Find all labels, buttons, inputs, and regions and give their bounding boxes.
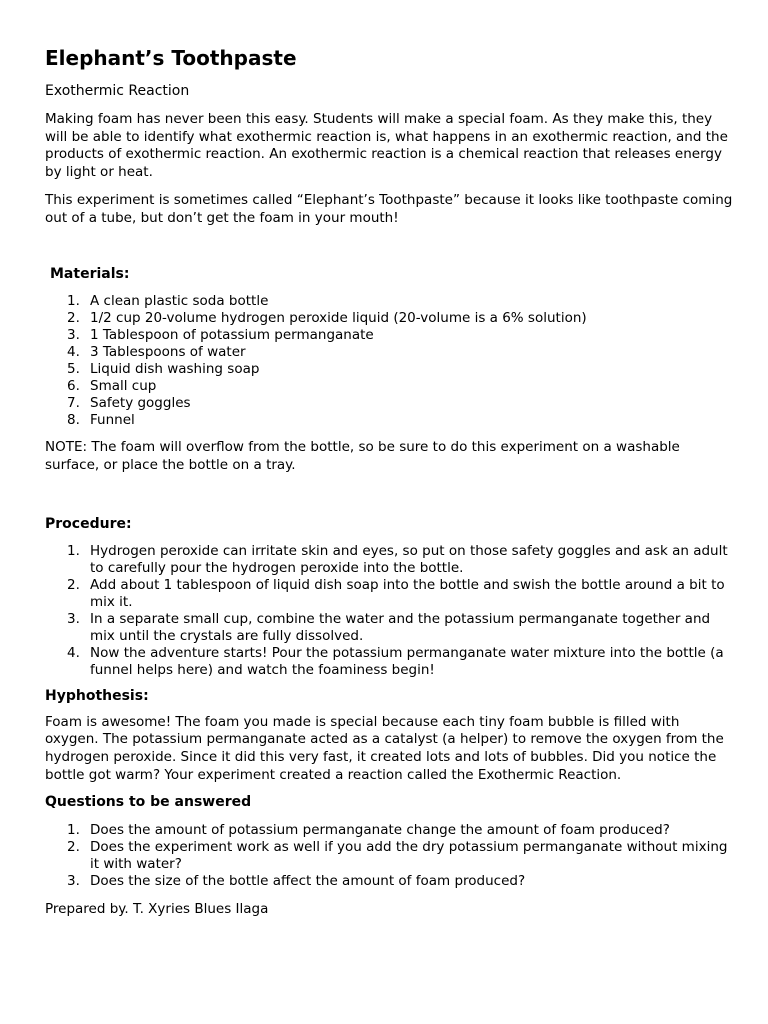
list-text: Now the adventure starts! Pour the potassium permanganate water mixture into the bottle (a funnel helps here) and watch the foaminess begin! [90,644,724,678]
list-text: 3 Tablespoons of water [90,344,246,361]
list-number: 2. [67,310,80,327]
list-item [45,839,735,873]
intro-paragraph-1: Making foam has never been this easy. Students will make a special foam. As they make this, they will be able to identify what exothermic reaction is, what happens in an exothermic reaction, and the products of exothermic reaction. An exothermic reaction is a chemical reaction that releases energy by light or heat. [45,111,728,181]
list-number: 7. [67,395,80,412]
list-number: 1. [67,293,80,310]
list-item [45,327,735,344]
list-number: 5. [67,361,80,378]
list-number: 1. [67,822,80,839]
list-item [45,543,735,577]
list-item [45,577,735,611]
list-number: 8. [67,412,80,429]
list-text: 1 Tablespoon of potassium permanganate [90,327,374,344]
prepared-by: Prepared by. T. Xyries Blues Ilaga [45,901,269,918]
hypothesis-heading: Hyphothesis: [45,687,149,704]
list-text: Does the size of the bottle affect the amount of foam produced? [90,873,526,890]
list-text: Does the amount of potassium permanganate change the amount of foam produced? [90,822,670,839]
questions-list [45,822,735,890]
document-title: Elephant’s Toothpaste [45,46,297,70]
list-number: 4. [67,644,80,661]
list-item [45,344,735,361]
list-number: 3. [67,327,80,344]
intro-paragraph-2: This experiment is sometimes called “Elephant’s Toothpaste” because it looks like toothpaste coming out of a tube, but don’t get the foam in your mouth! [45,191,733,226]
list-item [45,395,735,412]
list-number: 3. [67,610,80,627]
list-number: 6. [67,378,80,395]
list-item [45,645,735,679]
materials-heading: Materials: [50,266,130,283]
list-number: 4. [67,344,80,361]
document-subtitle: Exothermic Reaction [45,83,190,99]
materials-list [45,293,735,429]
list-text: Add about 1 tablespoon of liquid dish soap into the bottle and swish the bottle around a bit to mix it. [90,576,725,610]
list-text: Does the experiment work as well if you add the dry potassium permanganate without mixing it with water? [90,839,728,873]
list-text: Liquid dish washing soap [90,361,260,378]
list-number: 3. [67,873,80,890]
procedure-list [45,543,735,679]
procedure-heading: Procedure: [45,515,132,532]
list-item [45,822,735,839]
list-text: 1/2 cup 20-volume hydrogen peroxide liquid (20-volume is a 6% solution) [90,310,587,327]
document-page [45,44,735,919]
list-text: In a separate small cup, combine the water and the potassium permanganate together and mix until the crystals are fully dissolved. [90,610,711,644]
list-item [45,412,735,429]
list-text: Hydrogen peroxide can irritate skin and eyes, so put on those safety goggles and ask an adult to carefully pour the hydrogen peroxide into the bottle. [90,542,728,576]
list-text: Small cup [90,378,157,395]
list-item [45,378,735,395]
list-text: A clean plastic soda bottle [90,293,269,310]
list-number: 1. [67,542,80,559]
questions-heading: Questions to be answered [45,794,252,811]
list-item [45,873,735,890]
materials-note: NOTE: The foam will overflow from the bottle, so be sure to do this experiment on a washable surface, or place the bottle on a tray. [45,439,680,473]
list-text: Safety goggles [90,395,191,412]
list-item [45,361,735,378]
list-number: 2. [67,576,80,593]
list-item [45,310,735,327]
hypothesis-text: Foam is awesome! The foam you made is special because each tiny foam bubble is filled with oxygen. The potassium permanganate acted as a catalyst (a helper) to remove the oxygen from the hydrogen peroxide. Since it did this very fast, it created lots and lots of bubbles. Did you notice the bottle got warm? Your experiment created a reaction called the Exothermic Reaction. [45,713,724,783]
list-number: 2. [67,839,80,856]
list-item [45,293,735,310]
list-text: Funnel [90,412,135,429]
list-item [45,611,735,645]
